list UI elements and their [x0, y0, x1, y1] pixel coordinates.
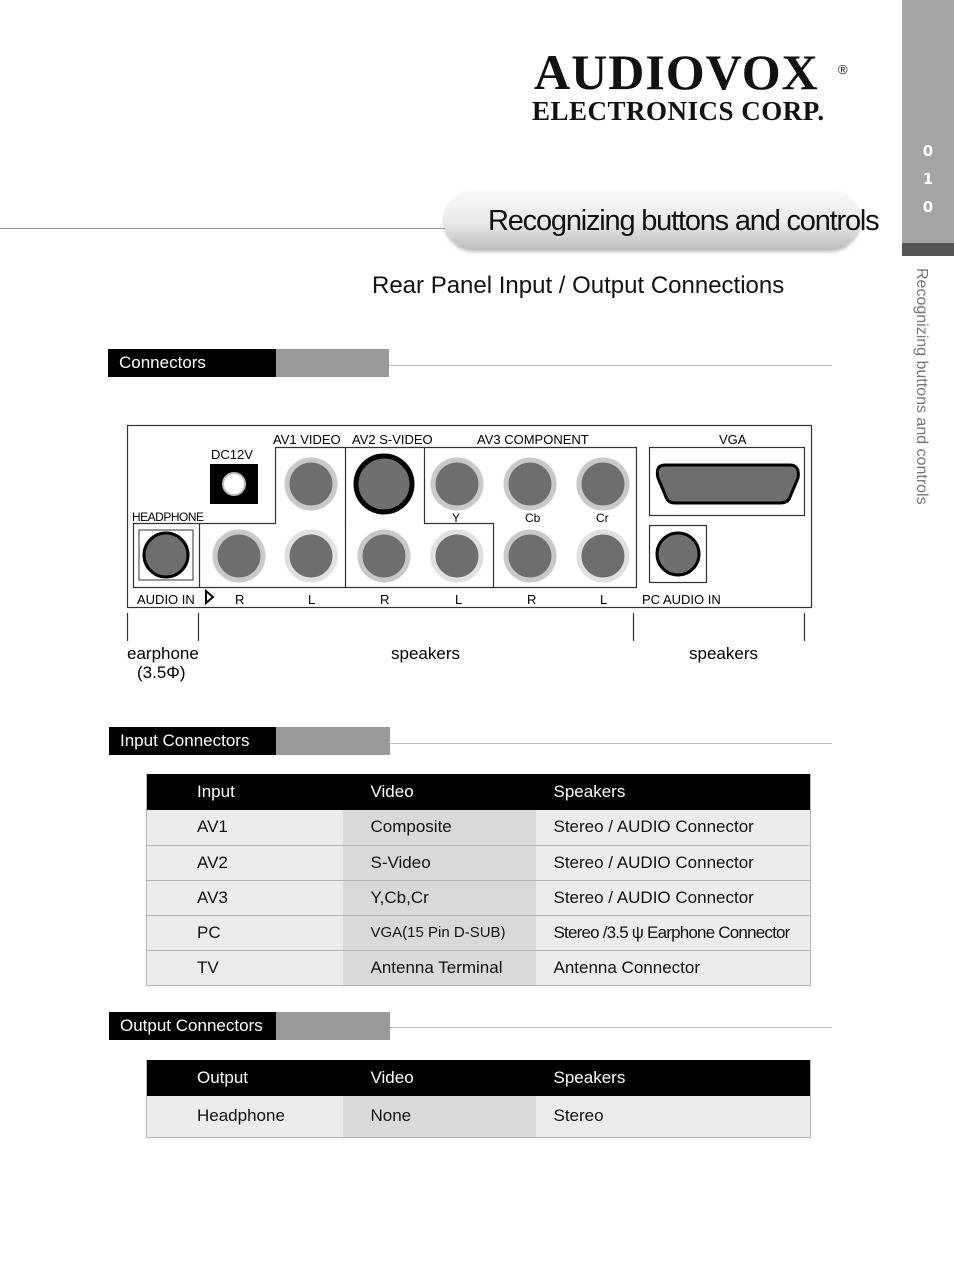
audio-jack-icon — [433, 532, 481, 580]
table-cell: Stereo /3.5 ψ Earphone Connector — [536, 915, 811, 950]
table-cell: TV — [147, 950, 343, 985]
page-digit: 1 — [922, 170, 934, 188]
table-row — [147, 880, 811, 915]
component-y-jack-icon — [433, 460, 481, 508]
audio-jack-icon — [287, 532, 335, 580]
page-digit: 0 — [922, 142, 934, 160]
av2-svideo-jack-icon — [356, 456, 412, 512]
label-channel: R — [235, 592, 245, 607]
side-vertical-title: Recognizing buttons and controls — [913, 268, 930, 505]
table-cell: AV2 — [147, 845, 343, 880]
section-input-connectors: Input Connectors — [109, 727, 276, 755]
label-channel: R — [380, 592, 390, 607]
table-cell: Composite — [343, 810, 536, 845]
label-channel: R — [527, 592, 537, 607]
table-cell: S-Video — [343, 845, 536, 880]
audio-jack-icon — [360, 532, 408, 580]
table-cell: AV3 — [147, 880, 343, 915]
label-av1-video: AV1 VIDEO — [273, 432, 341, 447]
table-cell: Stereo / AUDIO Connector — [536, 880, 811, 915]
column-header: Input — [147, 774, 343, 810]
label-headphone: HEADPHONE — [132, 510, 204, 524]
label-av3-component: AV3 COMPONENT — [477, 432, 589, 447]
audio-jack-icon — [579, 532, 627, 580]
label-channel: L — [600, 592, 608, 607]
table-cell: VGA(15 Pin D-SUB) — [343, 915, 536, 950]
audio-jack-icon — [506, 532, 554, 580]
arrow-right-icon — [206, 591, 213, 603]
caption-earphone-size: (3.5Φ) — [137, 663, 186, 682]
table-row — [147, 845, 811, 880]
dc12v-socket-hole — [223, 473, 245, 495]
table-cell: Y,Cb,Cr — [343, 880, 536, 915]
headphone-jack-icon — [144, 533, 188, 577]
audio-jack-icon — [215, 532, 263, 580]
column-header: Speakers — [536, 1060, 811, 1096]
page-title: Recognizing buttons and controls — [488, 205, 879, 237]
table-row — [147, 1096, 811, 1137]
label-audio-in: AUDIO IN — [137, 592, 195, 607]
table-cell: Headphone — [147, 1096, 343, 1137]
label-channel: L — [308, 592, 316, 607]
input-connectors-table — [146, 774, 811, 986]
table-row — [147, 810, 811, 845]
section-accent — [276, 727, 390, 755]
table-cell: PC — [147, 915, 343, 950]
section-output-connectors: Output Connectors — [109, 1012, 276, 1040]
page-digit: 0 — [922, 198, 934, 216]
registered-mark: ® — [838, 62, 848, 77]
table-cell: None — [343, 1096, 536, 1137]
table-cell: Antenna Terminal — [343, 950, 536, 985]
vga-port-icon — [657, 465, 798, 503]
column-header: Video — [343, 774, 536, 810]
label-y: Y — [452, 511, 461, 525]
label-cr: Cr — [596, 511, 609, 525]
brand-subtitle: ELECTRONICS CORP. — [532, 96, 825, 126]
page-subtitle: Rear Panel Input / Output Connections — [372, 272, 785, 299]
label-av2-svideo: AV2 S-VIDEO — [352, 432, 433, 447]
table-row — [147, 915, 811, 950]
label-vga: VGA — [719, 432, 747, 447]
column-header: Video — [343, 1060, 536, 1096]
table-row — [147, 950, 811, 985]
table-cell: Antenna Connector — [536, 950, 811, 985]
label-channel: L — [455, 592, 463, 607]
pc-audio-jack-icon — [657, 533, 699, 575]
table-cell: AV1 — [147, 810, 343, 845]
table-cell: Stereo / AUDIO Connector — [536, 845, 811, 880]
av1-video-jack-icon — [287, 460, 335, 508]
table-cell: Stereo — [536, 1096, 811, 1137]
output-connectors-table — [146, 1060, 811, 1138]
label-cb: Cb — [525, 511, 541, 525]
column-header: Speakers — [536, 774, 811, 810]
caption-earphone: earphone — [127, 644, 199, 663]
column-header: Output — [147, 1060, 343, 1096]
section-accent — [276, 1012, 390, 1040]
label-pc-audio-in: PC AUDIO IN — [642, 592, 721, 607]
table-header-row — [147, 1060, 811, 1096]
table-header-row — [147, 774, 811, 810]
component-cb-jack-icon — [506, 460, 554, 508]
brand-logo: AUDIOVOX — [534, 44, 819, 100]
component-cr-jack-icon — [579, 460, 627, 508]
section-rule — [390, 1027, 832, 1028]
section-connectors: Connectors — [108, 349, 276, 377]
label-dc12v: DC12V — [211, 447, 253, 462]
table-cell: Stereo / AUDIO Connector — [536, 810, 811, 845]
caption-speakers: speakers — [391, 644, 460, 663]
section-rule — [390, 743, 832, 744]
caption-speakers: speakers — [689, 644, 758, 663]
